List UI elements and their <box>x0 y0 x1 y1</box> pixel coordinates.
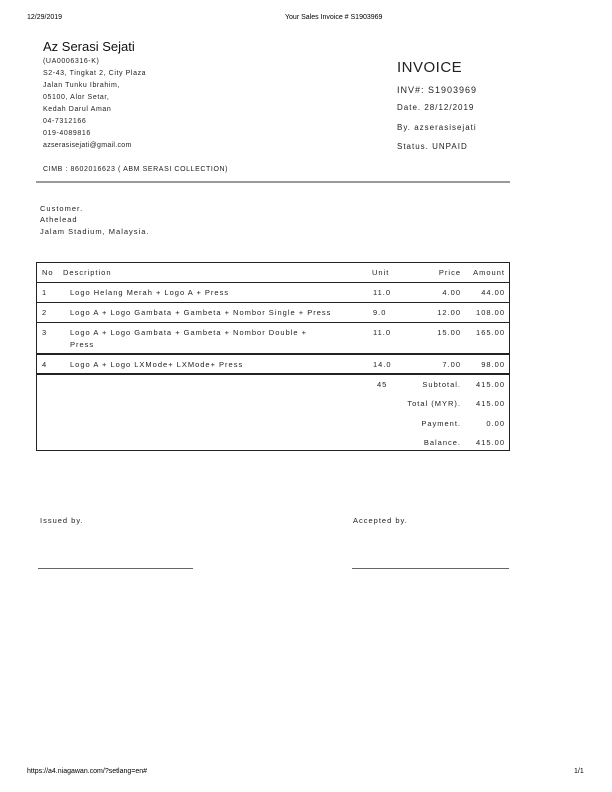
row-description: Logo A + Logo Gambata + Gambeta + Nombor Single + Press <box>70 308 332 317</box>
table-divider <box>37 282 509 283</box>
invoice-date: Date. 28/12/2019 <box>397 103 475 112</box>
company-name: Az Serasi Sejati <box>43 39 135 54</box>
customer-name: Athelead <box>40 215 78 224</box>
company-address-line: Jalan Tunku Ibrahim, <box>43 82 120 89</box>
table-divider <box>37 302 509 303</box>
column-header-amount: Amount <box>473 268 505 277</box>
company-phone: 04-7312166 <box>43 118 87 125</box>
customer-address: Jalam Stadium, Malaysia. <box>40 227 150 236</box>
row-unit: 14.0 <box>373 360 392 369</box>
total-units: 45 <box>377 380 388 389</box>
payment-label: Payment. <box>421 419 461 428</box>
column-header-description: Description <box>63 268 112 277</box>
table-divider <box>37 353 509 355</box>
row-price: 7.00 <box>442 360 461 369</box>
row-unit: 11.0 <box>373 288 392 297</box>
row-description-continued: Press <box>70 340 95 349</box>
column-header-price: Price <box>438 268 461 277</box>
accepted-by-signature-line <box>352 568 509 569</box>
company-registration: (UA0006316-K) <box>43 58 100 65</box>
total-value: 415.00 <box>476 399 505 408</box>
row-no: 4 <box>42 360 48 369</box>
issued-by-signature-line <box>38 568 193 569</box>
column-header-unit: Unit <box>372 268 390 277</box>
subtotal-label: Subtotal. <box>422 380 461 389</box>
row-amount: 98.00 <box>481 360 505 369</box>
invoice-items-table <box>36 262 510 451</box>
row-price: 4.00 <box>442 288 461 297</box>
total-label: Total (MYR). <box>407 399 461 408</box>
table-divider <box>37 322 509 323</box>
accepted-by-label: Accepted by. <box>353 516 408 525</box>
invoice-heading: INVOICE <box>397 59 463 76</box>
print-date: 12/29/2019 <box>27 14 63 21</box>
column-header-no: No <box>42 268 54 277</box>
row-unit: 9.0 <box>373 308 387 317</box>
balance-value: 415.00 <box>476 438 505 447</box>
issued-by-label: Issued by. <box>40 516 84 525</box>
company-bank-account: CIMB : 8602016623 ( ABM SERASI COLLECTION) <box>43 166 229 173</box>
invoice-status: Status. UNPAID <box>397 142 468 151</box>
row-no: 3 <box>42 328 48 337</box>
subtotal-value: 415.00 <box>476 380 505 389</box>
row-no: 1 <box>42 288 48 297</box>
customer-label: Customer. <box>40 204 84 213</box>
row-price: 15.00 <box>437 328 461 337</box>
payment-value: 0.00 <box>486 419 505 428</box>
balance-label: Balance. <box>423 438 461 447</box>
company-email: azserasisejati@gmail.com <box>43 142 132 149</box>
row-no: 2 <box>42 308 48 317</box>
row-amount: 44.00 <box>481 288 505 297</box>
company-address-line: 05100, Alor Setar, <box>43 94 110 101</box>
header-divider <box>36 181 510 183</box>
company-mobile: 019-4089816 <box>43 130 91 137</box>
row-amount: 165.00 <box>476 328 505 337</box>
row-description: Logo A + Logo LXMode+ LXMode+ Press <box>70 360 244 369</box>
company-address-line: Kedah Darul Aman <box>43 106 112 113</box>
row-description: Logo Helang Merah + Logo A + Press <box>70 288 230 297</box>
row-amount: 108.00 <box>476 308 505 317</box>
invoice-by: By. azserasisejati <box>397 123 477 132</box>
row-unit: 11.0 <box>373 328 392 337</box>
page-number: 1/1 <box>574 768 584 775</box>
invoice-number: INV#: S1903969 <box>397 85 478 95</box>
row-price: 12.00 <box>437 308 461 317</box>
table-divider <box>37 373 509 375</box>
footer-url: https://a4.niagawan.com/?setlang=en# <box>27 768 148 775</box>
print-title: Your Sales Invoice # S1903969 <box>285 14 383 21</box>
row-description: Logo A + Logo Gambata + Gambeta + Nombor Double + <box>70 328 308 337</box>
company-address-line: S2-43, Tingkat 2, City Plaza <box>43 70 147 77</box>
